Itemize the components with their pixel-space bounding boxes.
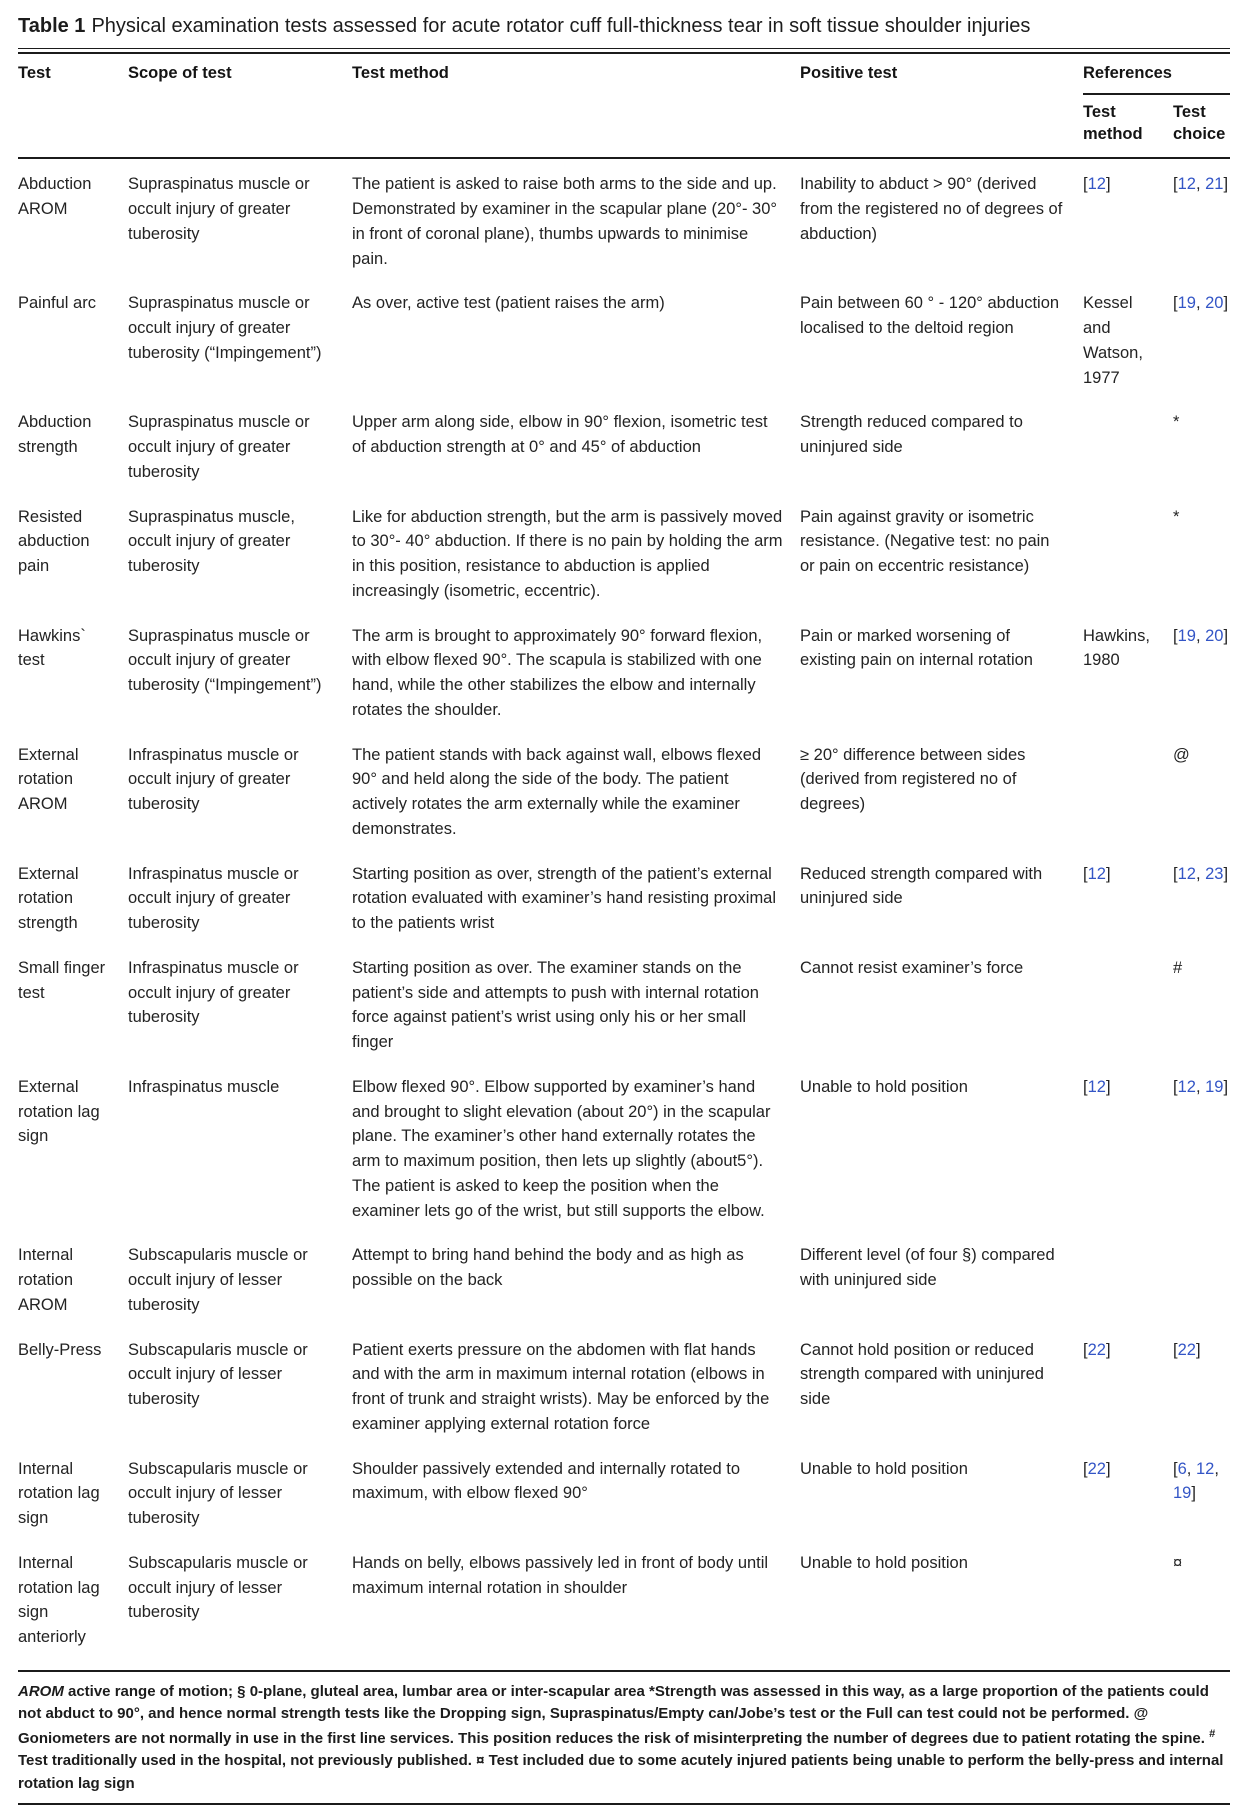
column-header-references-test-method: Test method [1083, 94, 1173, 158]
citation-link[interactable]: 19 [1177, 294, 1196, 313]
cell-test-name: Painful arc [18, 294, 96, 313]
reference-text: [ [1173, 1459, 1178, 1478]
cell-scope-of-test: Infraspinatus muscle or occult injury of greater tuberosity [128, 745, 299, 814]
cell-positive-test: Cannot hold position or reduced strength compared with uninjured side [800, 1340, 1044, 1409]
reference-text: [ [1083, 1340, 1088, 1359]
cell-scope-of-test: Infraspinatus muscle or occult injury of greater tuberosity [128, 958, 299, 1027]
citation-link[interactable]: 20 [1205, 626, 1224, 645]
cell-test-method: Starting position as over, strength of the patient’s external rotation evaluated with examiner’s hand resisting proximal to the patients wrist [352, 864, 777, 933]
citation-link[interactable]: 12 [1087, 1077, 1106, 1096]
reference-text: [ [1083, 864, 1088, 883]
table-title [18, 14, 1230, 39]
cell-scope-of-test: Supraspinatus muscle or occult injury of greater tuberosity (“Impingement”) [128, 626, 322, 695]
cell-reference-test-choice [1173, 410, 1230, 504]
cell-positive-test: Pain between 60 ° - 120° abduction localised to the deltoid region [800, 294, 1060, 338]
cell-reference-test-method [1083, 956, 1173, 1075]
reference-text: , [1195, 626, 1206, 645]
column-header-positive-test: Positive test [800, 54, 1083, 158]
cell-test-name: Internal rotation AROM [18, 1246, 74, 1314]
column-header-references-test-choice: Test choice [1173, 94, 1230, 158]
reference-text: ] [1191, 1484, 1196, 1503]
cell-reference-test-method [1083, 291, 1173, 410]
reference-text: , [1195, 864, 1206, 883]
table-row [18, 1457, 1230, 1551]
reference-text: ] [1105, 1459, 1111, 1478]
citation-link[interactable]: 12 [1087, 175, 1106, 194]
cell-test-method: Hands on belly, elbows passively led in front of body until maximum internal rotation in shoulder [352, 1553, 769, 1597]
reference-text: [ [1173, 626, 1178, 645]
reference-text: [ [1083, 1077, 1088, 1096]
reference-text: ¤ [1173, 1553, 1183, 1572]
column-header-test: Test [18, 54, 128, 158]
cell-reference-test-choice [1173, 1457, 1230, 1551]
cell-scope-of-test: Infraspinatus muscle or occult injury of greater tuberosity [128, 864, 299, 933]
cell-scope-of-test: Subscapularis muscle or occult injury of lesser tuberosity [128, 1553, 308, 1622]
reference-text: ] [1223, 626, 1229, 645]
reference-text: [ [1083, 175, 1088, 194]
table-row [18, 505, 1230, 624]
citation-link[interactable]: 19 [1173, 1484, 1192, 1503]
citation-link[interactable]: 19 [1177, 626, 1196, 645]
footnote-marker-hash: # [1209, 1727, 1216, 1740]
citation-link[interactable]: 22 [1087, 1459, 1106, 1478]
cell-reference-test-choice [1173, 862, 1230, 956]
citation-link[interactable]: 20 [1205, 294, 1224, 313]
cell-test-name: Internal rotation lag sign [18, 1459, 100, 1528]
citation-link[interactable]: 22 [1087, 1340, 1106, 1359]
table-row [18, 158, 1230, 291]
cell-test-method: Elbow flexed 90°. Elbow supported by examiner’s hand and brought to slight elevation (about 20°) in the scapular plane. The examiner’s other hand externally rotates the arm to maximum position, then lets up slightly (about5°). The patient is asked to keep the position when the examiner lets go of the wrist, but still supports the elbow. [352, 1077, 771, 1220]
cell-test-method: Attempt to bring hand behind the body and as high as possible on the back [352, 1246, 744, 1290]
reference-text: , [1214, 1459, 1219, 1478]
cell-test-name: Belly-Press [18, 1340, 102, 1359]
cell-reference-test-method [1083, 743, 1173, 862]
reference-text: Kessel and Watson, 1977 [1083, 294, 1143, 387]
reference-text: ] [1105, 175, 1111, 194]
cell-test-name: Abduction AROM [18, 175, 92, 219]
table-row [18, 1075, 1230, 1244]
citation-link[interactable]: 21 [1205, 175, 1224, 194]
cell-reference-test-method [1083, 410, 1173, 504]
cell-test-method: Patient exerts pressure on the abdomen with flat hands and with the arm in maximum internal rotation (elbows in front of trunk and straight wrists). May be enforced by the examiner applying external rotation force [352, 1340, 770, 1433]
cell-positive-test: Unable to hold position [800, 1459, 968, 1478]
cell-reference-test-choice [1173, 1338, 1230, 1457]
column-header-references: References [1083, 54, 1230, 94]
reference-text: # [1173, 958, 1183, 977]
table-number-label: Table 1 [18, 15, 86, 37]
table-row [18, 1551, 1230, 1671]
citation-link[interactable]: 12 [1087, 864, 1106, 883]
cell-reference-test-method [1083, 862, 1173, 956]
reference-text: [ [1083, 1459, 1088, 1478]
cell-test-name: Resisted abduction pain [18, 507, 90, 576]
cell-reference-test-choice [1173, 291, 1230, 410]
table-row [18, 410, 1230, 504]
table-body [18, 158, 1230, 1671]
footnote-text: Test traditionally used in the hospital, not previously published. ¤ Test included due to some acutely injured patients being unable to perform the belly-press and internal rotation lag sign [18, 1752, 1224, 1792]
cell-reference-test-choice [1173, 1551, 1230, 1671]
cell-scope-of-test: Subscapularis muscle or occult injury of lesser tuberosity [128, 1340, 308, 1409]
table-row [18, 956, 1230, 1075]
reference-text: ] [1195, 1340, 1201, 1359]
table-header [18, 54, 1230, 158]
cell-test-name: Hawkins` test [18, 626, 86, 670]
cell-test-method: Shoulder passively extended and internally rotated to maximum, with elbow flexed 90° [352, 1459, 740, 1503]
cell-test-name: Internal rotation lag sign anteriorly [18, 1553, 100, 1647]
citation-link[interactable]: 19 [1205, 1077, 1224, 1096]
reference-text: ] [1223, 294, 1229, 313]
cell-test-name: External rotation AROM [18, 745, 79, 814]
cell-reference-test-method [1083, 624, 1173, 743]
reference-text: ] [1223, 864, 1229, 883]
citation-link[interactable]: 12 [1195, 1459, 1215, 1478]
cell-reference-test-choice [1173, 1075, 1230, 1244]
cell-reference-test-choice [1173, 158, 1230, 291]
reference-text: , [1195, 175, 1206, 194]
reference-text: ] [1223, 1077, 1229, 1096]
cell-positive-test: Different level (of four §) compared with uninjured side [800, 1246, 1055, 1290]
cell-scope-of-test: Supraspinatus muscle or occult injury of greater tuberosity [128, 175, 310, 243]
cell-positive-test: Pain against gravity or isometric resistance. (Negative test: no pain or pain on eccentric resistance) [800, 507, 1050, 576]
citation-link[interactable]: 22 [1177, 1340, 1196, 1359]
table-row [18, 743, 1230, 862]
cell-test-method: Starting position as over. The examiner stands on the patient’s side and attempts to push with internal rotation force against patient’s wrist using only his or her small finger [352, 958, 759, 1052]
reference-text: [ [1173, 294, 1178, 313]
table-row [18, 1338, 1230, 1457]
table-title-text: Physical examination tests assessed for acute rotator cuff full-thickness tear in soft tissue shoulder injuries [91, 15, 1031, 37]
reference-text: [ [1173, 864, 1178, 883]
reference-text: Hawkins, 1980 [1083, 626, 1150, 670]
cell-positive-test: ≥ 20° difference between sides (derived from registered no of degrees) [800, 745, 1026, 814]
cell-test-method: The patient stands with back against wall, elbows flexed 90° and held along the side of the body. The patient actively rotates the arm externally while the examiner demonstrates. [352, 745, 762, 838]
citation-link[interactable]: 23 [1205, 864, 1224, 883]
table-row [18, 291, 1230, 410]
cell-scope-of-test: Supraspinatus muscle or occult injury of greater tuberosity (“Impingement”) [128, 294, 322, 362]
cell-reference-test-method [1083, 1551, 1173, 1671]
citation-link[interactable]: 12 [1177, 175, 1196, 194]
citation-link[interactable]: 12 [1177, 1077, 1196, 1096]
footnote-abbrev-arom: AROM [18, 1682, 64, 1700]
cell-positive-test: Unable to hold position [800, 1077, 968, 1096]
reference-text: * [1173, 413, 1180, 432]
table-row [18, 624, 1230, 743]
table-footnote [18, 1672, 1230, 1806]
cell-reference-test-method [1083, 1075, 1173, 1244]
cell-scope-of-test: Supraspinatus muscle, occult injury of greater tuberosity [128, 507, 295, 576]
column-header-scope-of-test: Scope of test [128, 54, 352, 158]
cell-reference-test-choice [1173, 743, 1230, 862]
reference-text: ] [1105, 864, 1111, 883]
cell-test-name: Small finger test [18, 958, 106, 1002]
cell-test-method: Like for abduction strength, but the arm is passively moved to 30°- 40° abduction. If there is no pain by holding the arm in this position, resistance to abduction is applied increasingly (isometric, eccentric). [352, 507, 783, 600]
cell-reference-test-choice [1173, 1243, 1230, 1337]
cell-test-name: External rotation strength [18, 864, 79, 933]
cell-test-method: Upper arm along side, elbow in 90° flexion, isometric test of abduction strength at 0° and 45° of abduction [352, 413, 768, 457]
cell-reference-test-choice [1173, 956, 1230, 1075]
column-header-test-method: Test method [352, 54, 800, 158]
cell-positive-test: Reduced strength compared with uninjured side [800, 864, 1043, 908]
cell-positive-test: Cannot resist examiner’s force [800, 958, 1024, 977]
table-row [18, 1243, 1230, 1337]
reference-text: [ [1173, 1340, 1178, 1359]
citation-link[interactable]: 12 [1177, 864, 1196, 883]
cell-positive-test: Strength reduced compared to uninjured side [800, 413, 1023, 457]
reference-text: ] [1105, 1077, 1111, 1096]
reference-text: ] [1223, 175, 1229, 194]
reference-text: ] [1105, 1340, 1111, 1359]
cell-reference-test-method [1083, 158, 1173, 291]
reference-text: * [1173, 507, 1180, 526]
cell-reference-test-choice [1173, 505, 1230, 624]
cell-test-method: The arm is brought to approximately 90° forward flexion, with elbow flexed 90°. The scapula is stabilized with one hand, while the other stabilizes the elbow and internally rotates the shoulder. [352, 626, 763, 719]
cell-test-method: The patient is asked to raise both arms to the side and up. Demonstrated by examiner in the scapular plane (20°- 30° in front of coronal plane), thumbs upwards to minimise pain. [352, 175, 778, 268]
cell-positive-test: Unable to hold position [800, 1553, 968, 1572]
cell-reference-test-method [1083, 505, 1173, 624]
cell-positive-test: Pain or marked worsening of existing pain on internal rotation [800, 626, 1033, 670]
cell-scope-of-test: Infraspinatus muscle [128, 1077, 280, 1096]
reference-text: [ [1173, 175, 1178, 194]
cell-scope-of-test: Supraspinatus muscle or occult injury of greater tuberosity [128, 413, 310, 481]
cell-scope-of-test: Subscapularis muscle or occult injury of lesser tuberosity [128, 1246, 308, 1314]
cell-test-method: As over, active test (patient raises the arm) [352, 294, 665, 313]
cell-reference-test-choice [1173, 624, 1230, 743]
reference-text: [ [1173, 1077, 1178, 1096]
citation-link[interactable]: 6 [1177, 1459, 1187, 1478]
cell-reference-test-method [1083, 1457, 1173, 1551]
footnote-text: active range of motion; § 0-plane, gluteal area, lumbar area or inter-scapular area *Strength was assessed in this way, as a large proportion of the patients could not abduct to 90°, and hence normal strength tests like the Dropping sign, Supraspinatus/Empty can/Jobe’s test or the Full can test could not be performed. @ Goniometers are not normally in use in the first line services. This position reduces the risk of misinterpreting the number of degrees due to patient rotating the spine. [18, 1682, 1210, 1747]
cell-scope-of-test: Subscapularis muscle or occult injury of lesser tuberosity [128, 1459, 308, 1528]
reference-text: , [1186, 1459, 1196, 1478]
reference-text: , [1195, 1077, 1206, 1096]
cell-reference-test-method [1083, 1243, 1173, 1337]
physical-exam-tests-table [18, 54, 1230, 1672]
cell-test-name: Abduction strength [18, 413, 92, 457]
cell-test-name: External rotation lag sign [18, 1077, 100, 1146]
table-row [18, 862, 1230, 956]
cell-reference-test-method [1083, 1338, 1173, 1457]
cell-positive-test: Inability to abduct > 90° (derived from the registered no of degrees of abduction) [800, 175, 1063, 243]
reference-text: , [1195, 294, 1206, 313]
reference-text: @ [1173, 745, 1190, 764]
